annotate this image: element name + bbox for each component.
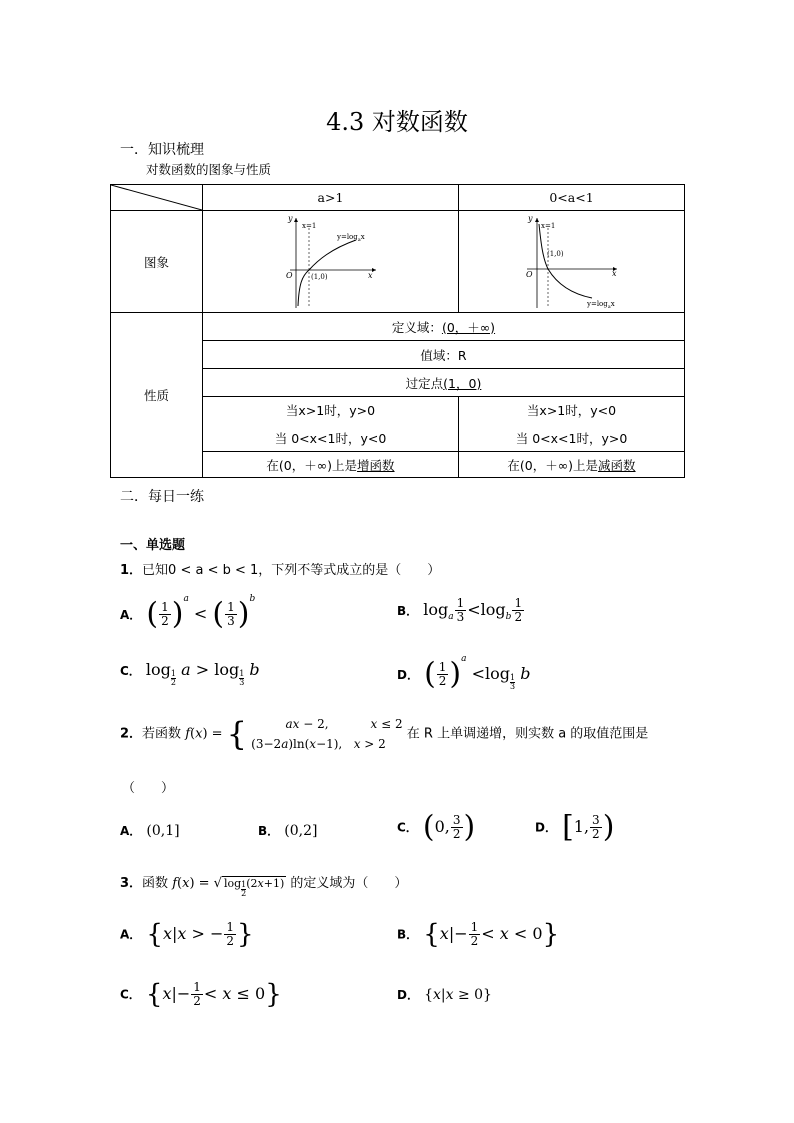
q2-answer-paren: （ ）: [122, 781, 175, 796]
page-title: 4.3 对数函数: [326, 108, 468, 136]
sign-a-gt1-cell: 当x>1时，y>0 当 0<x<1时，y<0: [203, 397, 459, 452]
domain-cell: 定义域：(0，＋∞): [203, 313, 685, 341]
diagonal-header-cell: [111, 185, 203, 211]
q2-option-b[interactable]: B． (0,2]: [258, 823, 318, 839]
q2-piecewise-function: f(x) = { ax − 2, x ≤ 2 (3−2a)ln(x−1), x > 2: [185, 715, 403, 753]
q2-option-d[interactable]: D． [1, $\frac{3}{2}$ ): [535, 809, 615, 844]
q1-option-a[interactable]: A． ( $\frac{1}{2}$ )$^a$ < ( $\frac{1}{3}$ )$^b$: [120, 594, 256, 632]
q1-option-b[interactable]: B． $\log_a$ $\frac{1}{3}$ $<\log_b$ $\frac{1}{2}$: [397, 597, 525, 624]
svg-text:y=logax: $y=\log_ax$: [336, 232, 365, 243]
log-graph-decreasing: [517, 214, 627, 310]
q3-c-expression: {x|− $\frac{1}{2}$ < x ≤ 0}: [145, 979, 282, 1009]
svg-text:x: x: [367, 270, 373, 280]
section-practice: 二．每日一练: [120, 489, 204, 505]
fixed-point-cell: 过定点(1，0): [203, 369, 685, 397]
q3-option-b[interactable]: B． {x|− $\frac{1}{2}$ < x < 0}: [397, 919, 560, 949]
row-props-label: 性质: [111, 313, 203, 478]
q3-option-c[interactable]: C． {x|− $\frac{1}{2}$ < x ≤ 0}: [120, 979, 282, 1009]
svg-text:(1,0): (1,0): [546, 249, 564, 258]
col-a-gt1: a>1: [203, 185, 459, 211]
graph-a-lt1-cell: [459, 211, 685, 313]
svg-text:y=logax: $y=\log_ax$: [586, 299, 615, 310]
question-3: 3．函数 f(x) = √ log $\frac{1}{2}$ (2x+1) 的定义域为（ ）: [120, 876, 408, 898]
graph-a-gt1-cell: [203, 211, 459, 313]
q1-b-expression: $\log_a$ $\frac{1}{3}$ $<\log_b$ $\frac{1}{2}$: [423, 596, 523, 624]
q2-d-expression: [1, $\frac{3}{2}$ ): [562, 809, 615, 844]
svg-text:x=1: x=1: [540, 221, 555, 230]
q2-a-expression: (0,1]: [146, 823, 180, 839]
q1-option-d[interactable]: D． ( $\frac{1}{2}$ )$^a$ <log $\frac{1}{3}$ b: [397, 654, 531, 692]
mono-a-gt1-cell: 在(0，＋∞)上是增函数: [203, 452, 459, 478]
q3-option-d[interactable]: D． {x|x ≥ 0}: [397, 987, 492, 1003]
q1-c-expression: log $\frac{1}{2}$ a > log $\frac{1}{3}$ b: [145, 660, 260, 687]
range-cell: 值域：R: [203, 341, 685, 369]
log-graph-increasing: [276, 214, 386, 310]
svg-text:O: O: [285, 270, 293, 280]
table-caption: 对数函数的图象与性质: [146, 162, 272, 177]
section-knowledge: 一．知识梳理: [120, 142, 204, 158]
row-graph-label: 图象: [111, 211, 203, 313]
q1-d-expression: ( $\frac{1}{2}$ )$^a$ <log $\frac{1}{3}$ b: [424, 654, 531, 692]
q2-b-expression: (0,2]: [284, 823, 318, 839]
svg-text:y: y: [527, 213, 533, 223]
svg-text:y: y: [287, 213, 293, 223]
q3-b-expression: {x|− $\frac{1}{2}$ < x < 0}: [423, 919, 560, 949]
q2-option-c[interactable]: C． (0, $\frac{3}{2}$ ): [397, 809, 476, 844]
q1-option-c[interactable]: C． log $\frac{1}{2}$ a > log $\frac{1}{3}$ b: [120, 660, 260, 687]
q2-option-a[interactable]: A． (0,1]: [120, 823, 180, 839]
q3-option-a[interactable]: A． {x|x > − $\frac{1}{2}$ }: [120, 919, 254, 949]
svg-text:O: O: [525, 269, 533, 279]
question-1: 1．已知0 < a < b < 1，下列不等式成立的是（ ）: [120, 563, 441, 578]
properties-table: [110, 184, 685, 478]
sign-a-lt1-cell: 当x>1时，y<0 当 0<x<1时，y>0: [459, 397, 685, 452]
svg-text:x=1: x=1: [301, 221, 316, 230]
q3-function: f(x) = √ log $\frac{1}{2}$ (2x+1): [172, 876, 285, 898]
part-heading: 一、单选题: [120, 538, 186, 553]
mono-a-lt1-cell: 在(0，＋∞)上是减函数: [459, 452, 685, 478]
q3-d-expression: {x|x ≥ 0}: [424, 987, 492, 1003]
col-a-lt1: 0<a<1: [459, 185, 685, 211]
q1-a-expression: ( $\frac{1}{2}$ )$^a$ < ( $\frac{1}{3}$ )$^b$: [146, 594, 256, 632]
question-2: 2．若函数 f(x) = { ax − 2, x ≤ 2 (3−2a)ln(x−1), x > 2 在 R 上单调递增，则实数 a 的取值范围是: [120, 715, 649, 753]
svg-text:(1,0): (1,0): [310, 272, 328, 281]
svg-text:x: x: [611, 268, 617, 278]
q3-a-expression: {x|x > − $\frac{1}{2}$ }: [146, 919, 254, 949]
q2-c-expression: (0, $\frac{3}{2}$ ): [422, 809, 476, 844]
